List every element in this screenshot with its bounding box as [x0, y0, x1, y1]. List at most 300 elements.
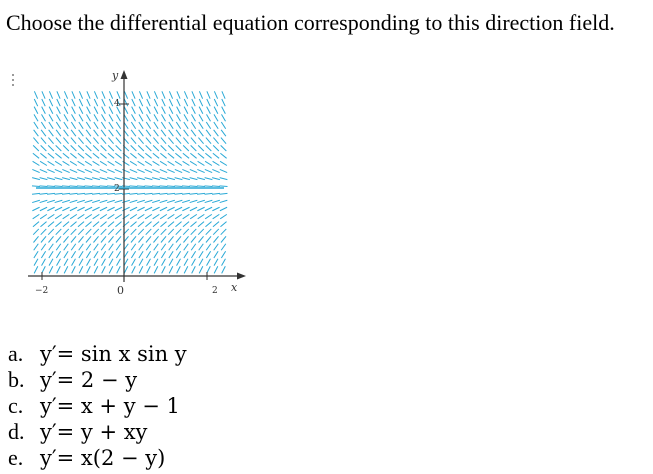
slope-segment [190, 200, 198, 202]
slope-segment [184, 114, 188, 121]
slope-segment [55, 193, 63, 194]
slope-segment [161, 122, 165, 129]
slope-segment [183, 138, 188, 144]
slope-segment [153, 236, 158, 242]
slope-segment [145, 153, 151, 158]
slope-segment [153, 145, 159, 151]
slope-segment [63, 153, 69, 158]
slope-segment [145, 200, 153, 202]
slope-segment [94, 91, 97, 98]
slope-segment [108, 138, 113, 144]
slope-segment [160, 186, 168, 187]
slope-segment [175, 200, 183, 202]
slope-segment [191, 122, 195, 129]
slope-segment [212, 193, 220, 194]
slope-segment [152, 207, 159, 211]
slope-segment [130, 186, 138, 187]
slope-segment [71, 229, 77, 235]
slope-segment [154, 91, 157, 98]
slope-segment [131, 244, 136, 251]
slope-segment [220, 178, 228, 180]
slope-segment [190, 214, 197, 218]
slope-segment [176, 114, 180, 121]
slope-segment [160, 169, 167, 172]
slope-segment [175, 222, 181, 227]
slope-segment [212, 186, 220, 187]
slope-segment [161, 138, 166, 144]
slope-segment [213, 229, 219, 235]
y-tick-label-4: 4 [114, 99, 120, 109]
slope-segment [42, 259, 46, 266]
slope-segment [169, 244, 174, 251]
slope-segment [94, 251, 98, 258]
slope-segment [183, 236, 188, 242]
slope-segment [139, 114, 143, 121]
slope-segment [94, 130, 99, 136]
slope-segment [130, 169, 137, 172]
slope-segment [131, 114, 135, 121]
y-axis-label: y [112, 69, 119, 82]
slope-segment [176, 145, 182, 151]
slope-segment [40, 186, 48, 187]
slope-segment [212, 169, 219, 172]
slope-segment [177, 91, 180, 98]
slope-segment [79, 91, 82, 98]
slope-segment [49, 244, 54, 251]
slope-segment [206, 122, 210, 129]
slope-segment [131, 229, 137, 235]
slope-segment [40, 169, 47, 172]
slope-segment [101, 229, 107, 235]
slope-segment [108, 229, 114, 235]
slope-segment [212, 207, 219, 211]
slope-segment [63, 161, 70, 165]
slope-segment [79, 122, 83, 129]
slope-segment [168, 222, 174, 227]
slope-segment [79, 107, 83, 114]
slope-segment [207, 99, 210, 106]
slope-segment [130, 193, 138, 194]
slope-segment [184, 251, 188, 258]
option-d[interactable] [8, 419, 187, 445]
slope-segment [175, 153, 181, 158]
y-axis-arrow-icon [121, 70, 128, 79]
slope-segment [57, 107, 61, 114]
slope-segment [184, 244, 189, 251]
slope-segment [152, 169, 159, 172]
slope-segment [214, 99, 217, 106]
slope-segment [168, 214, 175, 218]
option-letter: b. [8, 367, 25, 392]
slope-segment [109, 244, 114, 251]
slope-segment [146, 114, 150, 121]
slope-segment [221, 130, 226, 136]
slope-segment [72, 99, 75, 106]
slope-segment [49, 259, 53, 266]
slope-segment [138, 145, 144, 151]
slope-segment [176, 130, 181, 136]
slope-segment [100, 193, 108, 194]
slope-segment [199, 114, 203, 121]
slope-segment [168, 145, 174, 151]
slope-segment [138, 161, 145, 165]
slope-segment [63, 214, 70, 218]
slope-segment [139, 244, 144, 251]
slope-segment [169, 130, 174, 136]
question-text: Choose the differential equation corresponding to this direction field. [6, 10, 615, 35]
slope-segment [183, 214, 190, 218]
slope-segment [32, 200, 40, 202]
slope-segment [198, 229, 204, 235]
slope-segment [109, 99, 112, 106]
slope-segment [221, 251, 225, 258]
slope-segment [94, 244, 99, 251]
slope-segment [70, 200, 78, 202]
slope-segment [213, 236, 218, 242]
slope-segment [49, 107, 53, 114]
slope-segment [146, 122, 150, 129]
slope-segment [137, 207, 144, 211]
slope-segment [207, 91, 210, 98]
slope-segment [146, 130, 151, 136]
slope-segment [124, 91, 127, 98]
slope-segment [109, 130, 114, 136]
slope-segment [192, 266, 196, 273]
slope-segment [101, 236, 106, 242]
slope-segment [190, 193, 198, 194]
slope-segment [183, 229, 189, 235]
slope-segment [191, 114, 195, 121]
slope-segment [41, 251, 45, 258]
slope-segment [138, 153, 144, 158]
slope-segment [191, 236, 196, 242]
option-a[interactable] [8, 341, 187, 367]
slope-segment [214, 107, 218, 114]
slope-segment [85, 207, 92, 211]
slope-segment [48, 229, 54, 235]
slope-segment [162, 266, 166, 273]
slope-segment [116, 251, 120, 258]
slope-segment [184, 107, 188, 114]
slope-segment [64, 244, 69, 251]
slope-segment [117, 259, 121, 266]
slope-segment [71, 122, 75, 129]
y-tick-label-2: 2 [114, 184, 120, 194]
slope-segment [40, 161, 47, 165]
slope-segment [56, 145, 62, 151]
slope-segment [139, 251, 143, 258]
slope-segment [191, 251, 195, 258]
slope-segment [55, 214, 62, 218]
slope-segment [100, 153, 106, 158]
slope-segment [153, 153, 159, 158]
slope-segment [56, 130, 61, 136]
slope-segment [212, 200, 220, 202]
slope-segment [220, 169, 227, 172]
slope-segment [100, 178, 108, 180]
answer-options [8, 341, 187, 471]
slope-segment [62, 207, 69, 211]
slope-segment [137, 200, 145, 202]
slope-segment [205, 161, 212, 165]
slope-segment [177, 107, 181, 114]
slope-segment [220, 222, 226, 227]
slope-segment [48, 161, 55, 165]
x-tick-label-neg2: −2 [35, 286, 49, 296]
slope-segment [167, 186, 175, 187]
slope-segment [62, 178, 70, 180]
slope-segment [206, 229, 212, 235]
slope-segment [34, 114, 38, 121]
slope-segment [154, 99, 157, 106]
slope-segment [79, 244, 84, 251]
slope-segment [205, 214, 212, 218]
slope-segment [86, 130, 91, 136]
slope-segment [122, 193, 130, 194]
slope-segment [191, 130, 196, 136]
slope-segment [32, 186, 40, 187]
slope-segment [197, 178, 205, 180]
slope-segment [85, 161, 92, 165]
slope-segment [138, 222, 144, 227]
slope-segment [206, 236, 211, 242]
slope-segment [160, 153, 166, 158]
option-e[interactable] [8, 445, 187, 471]
option-letter: a. [8, 341, 24, 366]
slope-segment [115, 153, 121, 158]
slope-segment [124, 99, 127, 106]
slope-segment [55, 161, 62, 165]
slope-segment [109, 114, 113, 121]
slope-segment [152, 200, 160, 202]
slope-segment [63, 145, 69, 151]
slope-segment [85, 200, 93, 202]
slope-segment [57, 99, 60, 106]
slope-segment [147, 107, 151, 114]
slope-segment [177, 266, 181, 273]
slope-segment [70, 178, 78, 180]
slope-segment [116, 130, 121, 136]
slope-segment [169, 251, 173, 258]
slope-segment [146, 236, 151, 242]
slope-segment [102, 91, 105, 98]
slope-segment [199, 107, 203, 114]
slope-segment [154, 122, 158, 129]
slope-segment [177, 259, 181, 266]
slope-segment [72, 259, 76, 266]
slope-segment [109, 122, 113, 129]
slope-segment [34, 251, 38, 258]
slope-segment [109, 259, 113, 266]
slope-segment [183, 145, 189, 151]
option-letter: c. [8, 393, 24, 418]
slope-segment [86, 236, 91, 242]
slope-segment [169, 266, 173, 273]
option-b[interactable] [8, 367, 187, 393]
slope-segment [214, 244, 219, 251]
slope-segment [160, 214, 167, 218]
slope-segment [222, 266, 226, 273]
slope-segment [132, 91, 135, 98]
slope-segment [184, 122, 188, 129]
slope-segment [206, 145, 212, 151]
slope-segment [220, 193, 228, 194]
slope-segment [153, 161, 160, 165]
slope-segment [131, 122, 135, 129]
slope-segment [132, 107, 136, 114]
slope-segment [197, 169, 204, 172]
slope-segment [92, 207, 99, 211]
slope-segment [175, 214, 182, 218]
slope-segment [93, 145, 99, 151]
slope-segment [168, 229, 174, 235]
slope-segment [199, 99, 202, 106]
slope-segment [34, 244, 39, 251]
slope-segment [131, 138, 136, 144]
slope-segment [100, 186, 108, 187]
slope-segment [198, 153, 204, 158]
slope-segment [145, 161, 152, 165]
slope-segment [49, 130, 54, 136]
slope-segment [93, 222, 99, 227]
slope-segment [41, 244, 46, 251]
slope-segment [48, 153, 54, 158]
slope-segment [192, 107, 196, 114]
slope-segment [78, 214, 85, 218]
slope-segment [199, 244, 204, 251]
slope-segment [205, 193, 213, 194]
slope-segment [183, 222, 189, 227]
slope-segment [192, 99, 195, 106]
slope-segment [49, 251, 53, 258]
slope-segment [192, 91, 195, 98]
slope-segment [34, 107, 38, 114]
slope-segment [56, 138, 61, 144]
slope-segment [47, 186, 55, 187]
slope-segment [49, 266, 53, 273]
slope-segment [32, 207, 39, 211]
slope-segment [153, 222, 159, 227]
x-axis-label: x [231, 281, 238, 294]
slope-segment [161, 145, 167, 151]
slope-segment [175, 161, 182, 165]
slope-segment [176, 251, 180, 258]
slope-segment [175, 207, 182, 211]
slope-segment [72, 107, 76, 114]
slope-segment [48, 222, 54, 227]
slope-segment [175, 193, 183, 194]
slope-segment [147, 91, 150, 98]
slope-segment [100, 222, 106, 227]
slope-segment [154, 251, 158, 258]
slope-segment [79, 251, 83, 258]
slope-segment [130, 207, 137, 211]
slope-segment [169, 107, 173, 114]
slope-segment [182, 169, 189, 172]
slope-segment [70, 207, 77, 211]
slope-segment [40, 200, 48, 202]
slope-segment [55, 200, 63, 202]
slope-segment [47, 207, 54, 211]
slope-segment [205, 153, 211, 158]
slope-segment [168, 138, 173, 144]
slope-segment [139, 259, 143, 266]
slope-segment [49, 114, 53, 121]
slope-segment [41, 122, 45, 129]
slope-segment [220, 207, 227, 211]
slope-segment [220, 161, 227, 165]
slope-segment [77, 200, 85, 202]
option-c[interactable] [8, 393, 187, 419]
slope-segment [198, 161, 205, 165]
slope-segment [213, 161, 220, 165]
slope-segment [86, 244, 91, 251]
slope-segment [62, 186, 70, 187]
slope-segment [169, 91, 172, 98]
slope-segment [116, 145, 122, 151]
slope-segment [87, 259, 91, 266]
slope-segment [122, 178, 130, 180]
slope-segment [109, 107, 113, 114]
slope-segment [199, 130, 204, 136]
slope-segment [138, 236, 143, 242]
slope-segment [214, 130, 219, 136]
slope-segment [132, 266, 136, 273]
slope-segment [175, 178, 183, 180]
slope-segment [33, 161, 40, 165]
slope-segment [87, 99, 90, 106]
slope-segment [70, 169, 77, 172]
slope-segment [100, 161, 107, 165]
slope-segment [153, 138, 158, 144]
slope-segment [177, 99, 180, 106]
slope-segment [213, 222, 219, 227]
slope-segment [107, 169, 114, 172]
slope-segment [92, 178, 100, 180]
slope-segment [48, 138, 53, 144]
slope-segment [139, 91, 142, 98]
slope-segment [169, 259, 173, 266]
slope-segment [55, 169, 62, 172]
option-equation: y′= x + y − 1 [40, 394, 180, 418]
slope-segment [34, 91, 37, 98]
slope-segment [214, 251, 218, 258]
slope-segment [190, 178, 198, 180]
slope-segment [147, 266, 151, 273]
slope-segment [168, 153, 174, 158]
slope-segment [147, 99, 150, 106]
slope-segment [85, 178, 93, 180]
slope-segment [138, 138, 143, 144]
slope-segment [93, 161, 100, 165]
slope-segment [87, 107, 91, 114]
slope-segment [138, 229, 144, 235]
slope-segment [64, 91, 67, 98]
slope-segment [32, 178, 40, 180]
slope-segment [162, 99, 165, 106]
slope-segment [146, 244, 151, 251]
slope-segment [154, 130, 159, 136]
slope-segment [130, 161, 137, 165]
slope-segment [199, 122, 203, 129]
slope-segment [64, 107, 68, 114]
slope-segment [47, 193, 55, 194]
slope-segment [139, 99, 142, 106]
slope-segment [64, 259, 68, 266]
slope-segment [71, 251, 75, 258]
slope-segment [214, 114, 218, 121]
slope-segment [220, 186, 228, 187]
